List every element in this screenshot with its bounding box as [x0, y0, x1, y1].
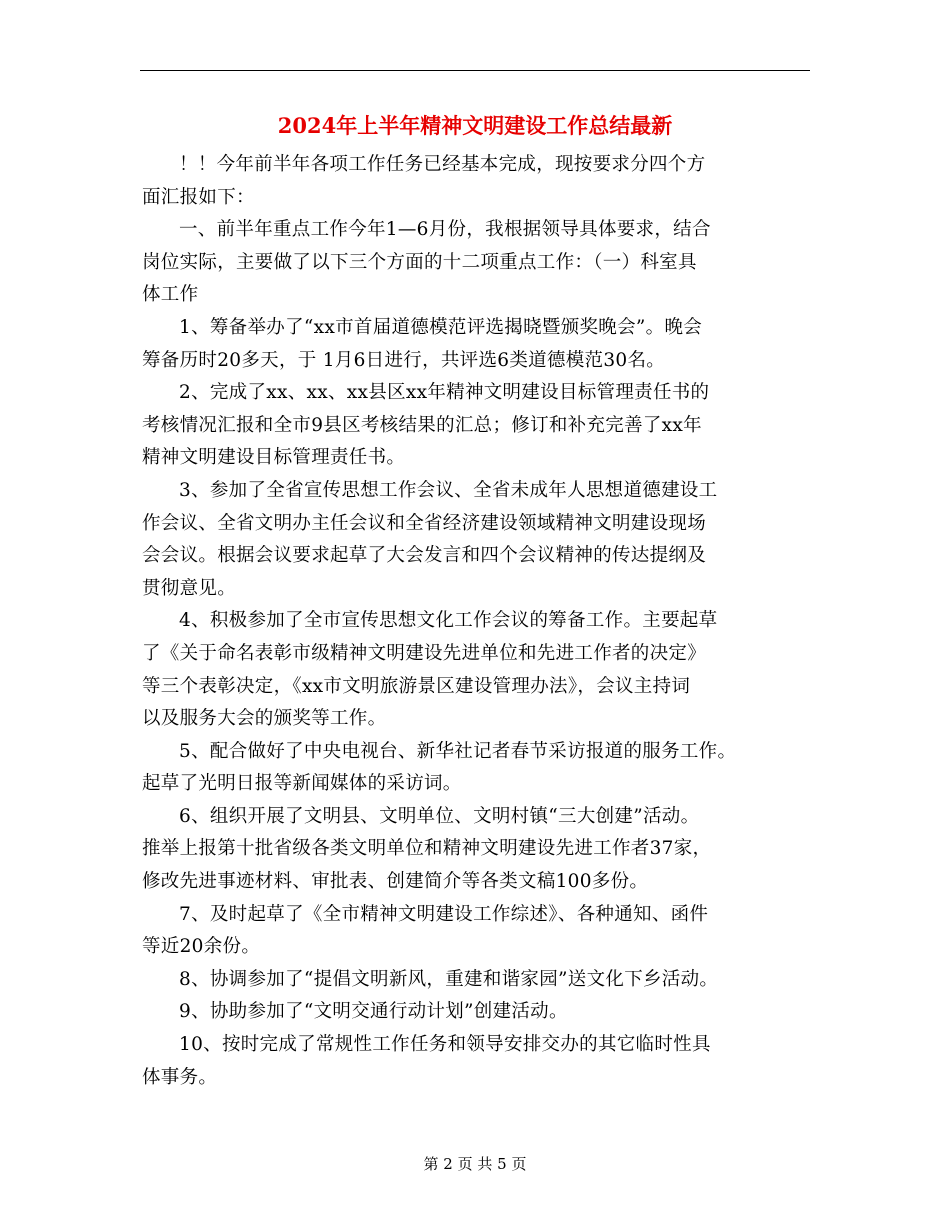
- body-line: 6、组织开展了文明县、文明单位、文明村镇“三大创建”活动。: [179, 805, 700, 827]
- body-line: 会会议。根据会议要求起草了大会发言和四个会议精神的传达提纲及: [142, 545, 707, 567]
- body-line: ！！今年前半年各项工作任务已经基本完成，现按要求分四个方: [179, 154, 706, 175]
- body-line: 筹备历时20多天，于 1月6日进行，共评选6类道德模范30名。: [142, 349, 666, 371]
- body-line: 10、按时完成了常规性工作任务和领导安排交办的其它临时性具: [179, 1034, 711, 1056]
- body-line: 9、协助参加了“文明交通行动计划”创建活动。: [179, 1001, 568, 1023]
- body-line: 2、完成了xx、xx、xx县区xx年精神文明建设目标管理责任书的: [179, 382, 710, 404]
- body-line: 考核情况汇报和全市9县区考核结果的汇总；修订和补充完善了xx年: [142, 414, 702, 436]
- body-line: 等近20余份。: [142, 936, 261, 958]
- body-line: 作会议、全省文明办主任会议和全省经济建设领域精神文明建设现场: [142, 512, 707, 534]
- body-line: 一、前半年重点工作今年1—6月份，我根据领导具体要求，结合: [179, 219, 711, 241]
- body-line: 精神文明建设目标管理责任书。: [142, 447, 406, 469]
- body-line: 体工作: [142, 284, 199, 306]
- document-title: 2024年上半年精神文明建设工作总结最新: [277, 113, 673, 138]
- header-rule: [140, 70, 810, 71]
- body-line: 以及服务大会的颁奖等工作。: [142, 708, 387, 730]
- body-line: 了《关于命名表彰市级精神文明建设先进单位和先进工作者的决定》: [142, 642, 707, 664]
- body-line: 贯彻意见。: [142, 577, 237, 599]
- body-line: 体事务。: [142, 1066, 218, 1088]
- body-line: 面汇报如下：: [142, 186, 255, 208]
- body-line: 8、协调参加了“提倡文明新风，重建和谐家园”送文化下乡活动。: [179, 968, 719, 990]
- body-line: 1、筹备举办了“xx市首届道德模范评选揭晓暨颁奖晚会”。晚会: [179, 316, 703, 338]
- body-line: 起草了光明日报等新闻媒体的采访词。: [142, 773, 462, 795]
- body-line: 推举上报第十批省级各类文明单位和精神文明建设先进工作者37家，: [142, 838, 712, 860]
- body-line: 7、及时起草了《全市精神文明建设工作综述》、各种通知、函件: [179, 903, 709, 925]
- body-line: 5、配合做好了中央电视台、新华社记者春节采访报道的服务工作。: [179, 740, 737, 762]
- body-line: 等三个表彰决定，《xx市文明旅游景区建设管理办法》，会议主持词: [142, 675, 691, 697]
- body-line: 岗位实际，主要做了以下三个方面的十二项重点工作：（一）科室具: [142, 251, 697, 273]
- document-body: [142, 149, 824, 1094]
- body-line: 修改先进事迹材料、审批表、创建简介等各类文稿100多份。: [142, 871, 649, 893]
- page-footer: 第 2 页 共 5 页: [423, 1155, 527, 1173]
- body-line: 3、参加了全省宣传思想工作会议、全省未成年人思想道德建设工: [179, 479, 718, 501]
- body-line: 4、积极参加了全市宣传思想文化工作会议的筹备工作。主要起草: [179, 610, 718, 632]
